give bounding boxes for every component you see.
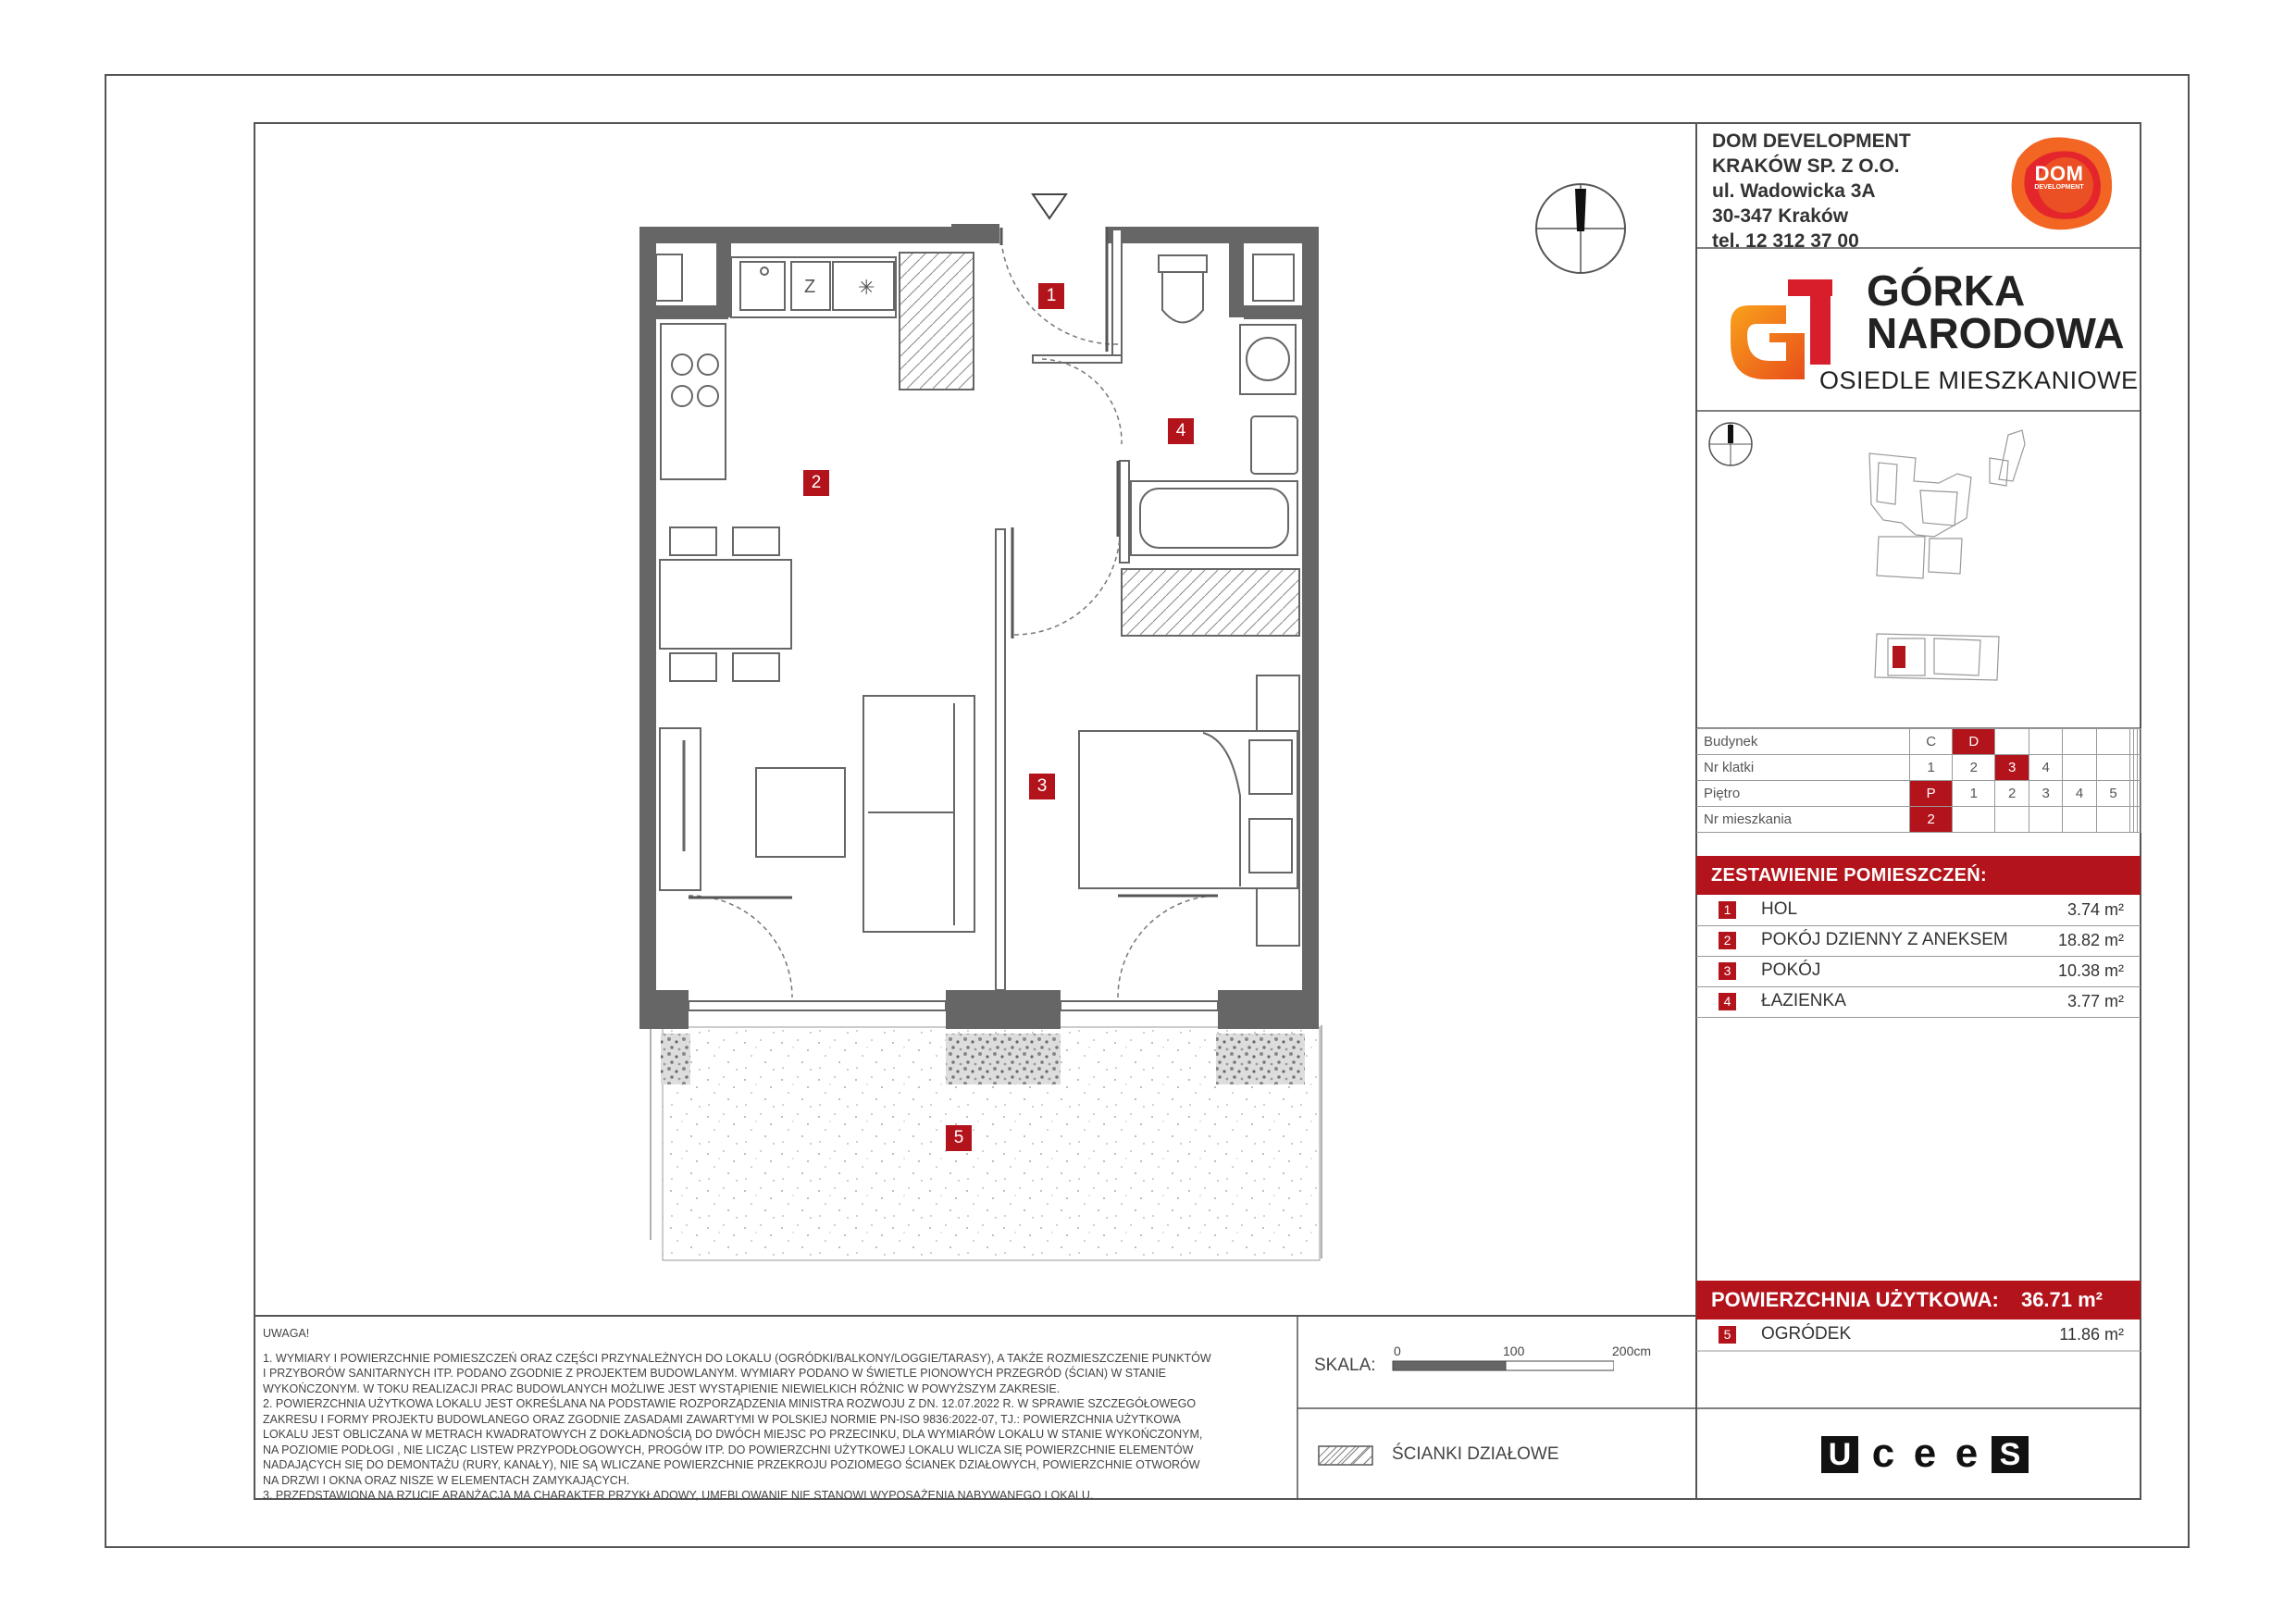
- room-label-4: 4: [1175, 421, 1186, 440]
- notes-line: NA POZIOMIE PODŁOGI , NIE LICZĄC LISTEW PRZYPODŁOGOWYCH, PROGÓW ITP. DO POWIERZCHNI UŻYTKOWEJ LOKALU WLICZA SIĘ POWIERZCHNIE ELEMENTÓW: [263, 1443, 1194, 1456]
- notes-line: NA DRZWI I OKNA ORAZ NISZE W ELEMENTACH ZAMYKAJĄCYCH.: [263, 1473, 630, 1487]
- notes-line: 2. POWIERZCHNIA UŻYTKOWA LOKALU JEST OKREŚLANA NA PODSTAWIE ROZPORZĄDZENIA MINISTRA ROZWOJU Z DN. 12.07.2022 R. W SPRAWIE SZCZEGÓŁOWEGO: [263, 1397, 1197, 1410]
- project-name-line1: GÓRKA: [1867, 266, 2026, 315]
- room-label-5: 5: [953, 1128, 964, 1147]
- company-line: KRAKÓW SP. Z O.O.: [1712, 155, 1900, 177]
- usable-area-label: POWIERZCHNIA UŻYTKOWA:: [1711, 1288, 1999, 1311]
- selector-option[interactable]: 2: [1953, 755, 1995, 781]
- selector-label-klatka: Nr klatki: [1696, 755, 1910, 781]
- selector-option-selected[interactable]: 2: [1910, 807, 1953, 833]
- svg-text:✳: ✳: [858, 276, 875, 299]
- selector-option[interactable]: 1: [1910, 755, 1953, 781]
- company-line: 30-347 Kraków: [1712, 205, 1849, 227]
- room-row: [1696, 895, 2141, 926]
- room-name: POKÓJ DZIENNY Z ANEKSEM: [1761, 930, 2008, 949]
- usable-area-total: [1696, 1281, 2141, 1319]
- selector-option[interactable]: 2: [1995, 781, 2029, 807]
- usable-area-value: 36.71 m²: [2020, 1288, 2104, 1311]
- room-label-3: 3: [1036, 776, 1048, 796]
- notes-line: ZAKRESU I FORMY PROJEKTU BUDOWLANEGO ORAZ ZGODNIE ZASADAMI ZAWARTYMI W POLSKIEJ NORMIE PN-ISO 9836:2022-07, TJ.: POWIERZCHNIA UŻYTKOWA: [263, 1412, 1181, 1426]
- selector-label-budynek: Budynek: [1696, 729, 1910, 755]
- svg-text:Z: Z: [804, 277, 816, 297]
- company-line: ul. Wadowicka 3A: [1712, 180, 1876, 202]
- selector-option[interactable]: C: [1910, 729, 1953, 755]
- compass-icon: [1536, 184, 1625, 273]
- room-area: 3.77 m²: [2066, 992, 2124, 1010]
- notes-line: NADAJĄCYCH SIĘ DO DEMONTAŻU (RURY, KANAŁY), NIE SĄ WLICZANE POWIERZCHNIE PRZEKROJU POZIOMEGO ŚCIANEK DZIAŁOWYCH, POWIERZCHNIE OTWORÓW: [263, 1458, 1200, 1471]
- selector-label-mieszkanie: Nr mieszkania: [1696, 807, 1910, 833]
- room-row: [1696, 925, 2141, 957]
- room-row: [1696, 956, 2141, 987]
- ucees-letter: S: [1992, 1436, 2029, 1473]
- ucees-letter: e: [1955, 1431, 1979, 1476]
- ucees-letter: c: [1871, 1431, 1895, 1476]
- room-number: 2: [1719, 932, 1736, 949]
- notes-line: LOKALU JEST OBLICZANA W METRACH KWADRATOWYCH Z DOKŁADNOŚCIĄ DO DWÓCH MIEJSC PO PRZECINKU, DLA WYMIARÓW LOKALU W STANIE WYKOŃCZONYM,: [263, 1428, 1203, 1441]
- project-subtitle: OSIEDLE MIESZKANIOWE: [1819, 366, 2139, 394]
- selector-label-pietro: Piętro: [1696, 781, 1910, 807]
- dom-logo-subtext: DEVELOPMENT: [2034, 184, 2084, 191]
- room-number: 3: [1719, 962, 1736, 980]
- scale-label: SKALA:: [1314, 1356, 1376, 1375]
- selector-option-selected[interactable]: 3: [1995, 755, 2029, 781]
- dom-logo-text: DOM: [2034, 162, 2084, 185]
- room-name: ŁAZIENKA: [1761, 991, 1846, 1010]
- notes-line: WYKOŃCZONYM. W TOKU REALIZACJI PRAC BUDOWLANYCH MOŻLIWE JEST WYSTĄPIENIE NIEWIELKICH RÓŻNIC W POWYŻSZYM ZAKRESIE.: [263, 1381, 1061, 1395]
- key-plan: [1703, 416, 2128, 694]
- company-line: tel. 12 312 37 00: [1712, 230, 1859, 252]
- scale-bar: [1392, 1360, 1614, 1373]
- room-name: OGRÓDEK: [1761, 1324, 1852, 1344]
- room-name: HOL: [1761, 899, 1798, 919]
- scale-tick: 200cm: [1612, 1344, 1652, 1358]
- legend-label: ŚCIANKI DZIAŁOWE: [1392, 1444, 1559, 1464]
- selector-option-selected[interactable]: P: [1910, 781, 1953, 807]
- notes-title: UWAGA!: [263, 1327, 310, 1340]
- room-area: 3.74 m²: [2066, 900, 2124, 919]
- room-row: [1696, 986, 2141, 1018]
- selector-option[interactable]: 3: [2029, 781, 2062, 807]
- partition-wall-legend-icon: [1318, 1445, 1373, 1466]
- project-name-line2: NARODOWA: [1867, 309, 2125, 357]
- selector-option[interactable]: 1: [1953, 781, 1995, 807]
- company-line: DOM DEVELOPMENT: [1712, 130, 1911, 152]
- room-number: 1: [1719, 901, 1736, 919]
- notes: [263, 1326, 1272, 1504]
- company-address: [1712, 129, 1911, 254]
- scale-tick: 0: [1394, 1344, 1401, 1358]
- room-name: POKÓJ: [1761, 960, 1821, 980]
- room-number: 5: [1719, 1326, 1736, 1344]
- selector-option[interactable]: 4: [2063, 781, 2096, 807]
- room-label-2: 2: [811, 473, 822, 492]
- notes-line: I PRZYBORÓW SANITARNYCH ITP. PODANO ZGODNIE Z PROJEKTEM BUDOWLANYM. WYMIARY PODANO W ŚWIETLE PIONOWYCH PRZEGRÓD (ŚCIAN) W STANIE: [263, 1367, 1167, 1380]
- room-area: 18.82 m²: [2057, 931, 2124, 949]
- garden-row: [1696, 1319, 2141, 1350]
- apartment-selector: [1696, 728, 2141, 833]
- ucees-logo: [1821, 1431, 2029, 1476]
- selector-option[interactable]: 5: [2096, 781, 2129, 807]
- selector-option-selected[interactable]: D: [1953, 729, 1995, 755]
- room-area: 11.86 m²: [2059, 1325, 2124, 1344]
- ucees-letter: U: [1821, 1436, 1858, 1473]
- ucees-letter: e: [1913, 1431, 1937, 1476]
- room-area: 10.38 m²: [2057, 961, 2124, 980]
- selector-option[interactable]: 4: [2029, 755, 2062, 781]
- room-number: 4: [1719, 993, 1736, 1010]
- room-label-1: 1: [1046, 286, 1057, 305]
- notes-line: 1. WYMIARY I POWIERZCHNIE POMIESZCZEŃ ORAZ CZĘŚCI PRZYNALEŻNYCH DO LOKALU (OGRÓDKI/BALKONY/LOGGIE/TARASY), A TAKŻE ROZMIESZCZENIE PUNKTÓW: [263, 1351, 1211, 1365]
- scale-tick: 100: [1503, 1344, 1525, 1358]
- notes-line: 3. PRZEDSTAWIONA NA RZUCIE ARANŻACJA MA CHARAKTER PRZYKŁADOWY, UMEBLOWANIE NIE STANOWI WYPOSAŻENIA NABYWANEGO LOKALU.: [263, 1489, 1094, 1502]
- rooms-summary-header: ZESTAWIENIE POMIESZCZEŃ:: [1696, 856, 2141, 895]
